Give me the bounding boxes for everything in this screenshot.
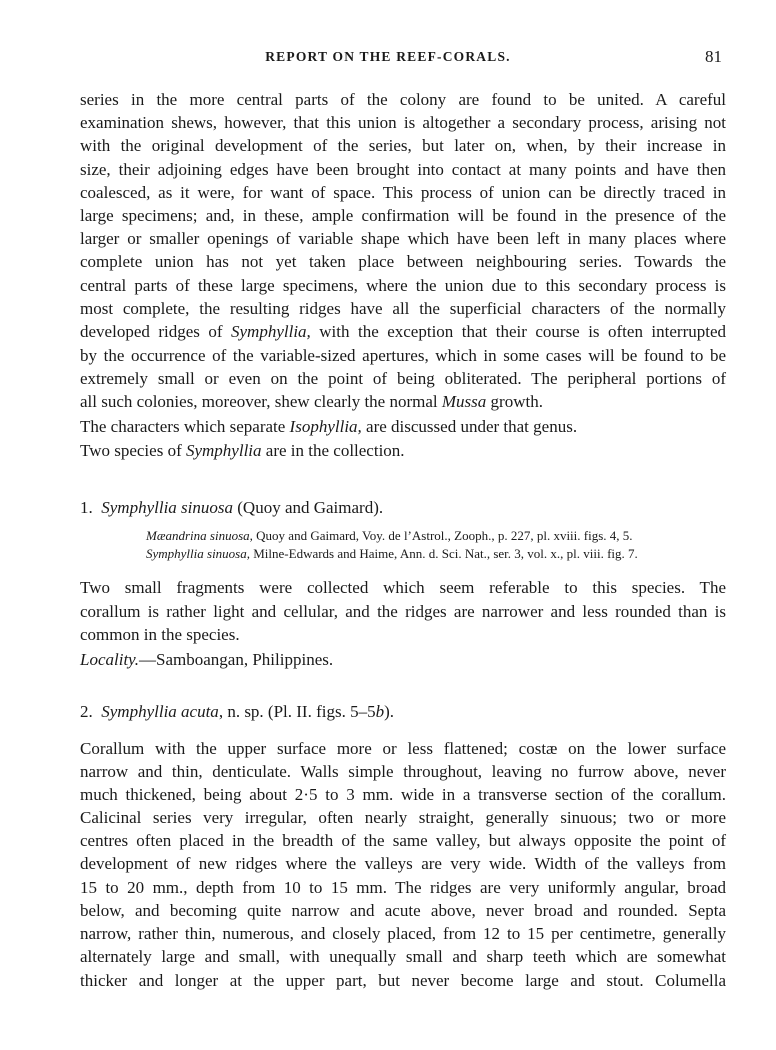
species-heading-sinuosa: [80, 496, 383, 519]
synonym-reference: Quoy and Gaimard, Voy. de l’Astrol., Zooph., p. 227, pl. xviii. figs. 4, 5.: [252, 528, 633, 543]
text-line: development of new ridges where the valleys are very wide. Width of the valleys from: [80, 854, 726, 873]
figure-suffix: b: [375, 702, 385, 721]
text-line: Two small fragments were collected which seem referable to this species. The: [80, 578, 726, 597]
text-run: The characters which separate: [80, 417, 290, 436]
text-line: 15 to 20 mm., depth from 10 to 15 mm. The ridges are very uniformly angular, broad: [80, 878, 726, 897]
text-run: developed ridges of: [80, 322, 231, 341]
species-authority: (Quoy and Gaimard).: [233, 498, 384, 517]
synonymy-entry: [146, 545, 638, 563]
page-number: 81: [705, 47, 722, 66]
text-line: Calicinal series very irregular, often nearly straight, generally sinuous; two or more: [80, 808, 726, 827]
locality-label: Locality.: [80, 650, 140, 669]
text-line: series in the more central parts of the colony are found to be united. A careful: [80, 90, 726, 109]
text-line: narrow, rather thin, numerous, and closely placed, from 12 to 15 per centimetre, generally: [80, 924, 726, 943]
synonymy-entry: [146, 527, 633, 545]
text-line: size, their adjoining edges have been brought into contact at many points and have then: [80, 160, 726, 179]
text-line: below, and becoming quite narrow and acute above, never broad and rounded. Septa: [80, 901, 726, 920]
text-line: most complete, the resulting ridges have all the superficial characters of the normally: [80, 299, 726, 318]
text-line: coalesced, as it were, for want of space. This process of union can be directly traced in: [80, 183, 726, 202]
text-line: examination shews, however, that this union is altogether a secondary process, arising not: [80, 113, 726, 132]
paragraph-species-count: [80, 439, 405, 462]
text-line: [80, 320, 726, 343]
species-name: Symphyllia acuta: [101, 702, 219, 721]
synonym-name: Symphyllia sinuosa,: [146, 546, 250, 561]
text-line: extremely small or even on the point of being obliterated. The peripheral portions of: [80, 369, 726, 388]
text-line: large specimens; and, in these, ample confirmation will be found in the presence of the: [80, 206, 726, 225]
text-line: narrow and thin, denticulate. Walls simple throughout, leaving no furrow above, never: [80, 762, 726, 781]
running-title: REPORT ON THE REEF-CORALS.: [265, 49, 511, 64]
species-authority: ).: [384, 702, 395, 721]
synonym-name: Mæandrina sinuosa,: [146, 528, 253, 543]
text-line: central parts of these large specimens, where the union due to this secondary process is: [80, 276, 726, 295]
genus-name: Isophyllia,: [289, 417, 362, 436]
text-line: corallum is rather light and cellular, and the ridges are narrower and less rounded than is: [80, 602, 726, 621]
text-line: complete union has not yet taken place between neighbouring series. Towards the: [80, 252, 726, 271]
genus-name: Mussa: [441, 392, 487, 411]
species-heading-acuta: [80, 700, 394, 723]
species-number: 2.: [80, 702, 93, 721]
text-run: Two species of: [80, 441, 186, 460]
locality-text: —Samboangan, Philippines.: [139, 650, 334, 669]
text-run: are discussed under that genus.: [361, 417, 578, 436]
text-line: [80, 390, 543, 413]
text-run: are in the collection.: [261, 441, 405, 460]
species-authority: , n. sp. (Pl. II. figs. 5–5: [218, 702, 376, 721]
text-line: much thickened, being about 2·5 to 3 mm. wide in a transverse section of the corallum.: [80, 785, 726, 804]
text-line: centres often placed in the breadth of the same valley, but always opposite the point of: [80, 831, 726, 850]
text-line: Corallum with the upper surface more or less flattened; costæ on the lower surface: [80, 739, 726, 758]
text-run: with the exception that their course is often interrupted: [310, 322, 726, 341]
genus-name: Symphyllia,: [231, 322, 311, 341]
text-run: growth.: [486, 392, 543, 411]
species-number: 1.: [80, 498, 93, 517]
species-name: Symphyllia sinuosa: [101, 498, 233, 517]
text-line: by the occurrence of the variable-sized apertures, which in some cases will be found to be: [80, 346, 726, 365]
locality-line: [80, 648, 333, 671]
text-line: with the original development of the series, but later on, when, by their increase in: [80, 136, 726, 155]
text-line: common in the species.: [80, 625, 240, 644]
synonym-reference: Milne-Edwards and Haime, Ann. d. Sci. Nat., ser. 3, vol. x., pl. viii. fig. 7.: [250, 546, 638, 561]
text-line: larger or smaller openings of variable shape which have been left in many places where: [80, 229, 726, 248]
running-header: [0, 47, 776, 71]
text-line: thicker and longer at the upper part, but never become large and stout. Columella: [80, 971, 726, 990]
text-line: alternately large and small, with unequally small and sharp teeth which are somewhat: [80, 947, 726, 966]
paragraph-isophyllia-note: [80, 415, 577, 438]
text-run: all such colonies, moreover, shew clearly the normal: [80, 392, 442, 411]
genus-name: Symphyllia: [185, 441, 262, 460]
